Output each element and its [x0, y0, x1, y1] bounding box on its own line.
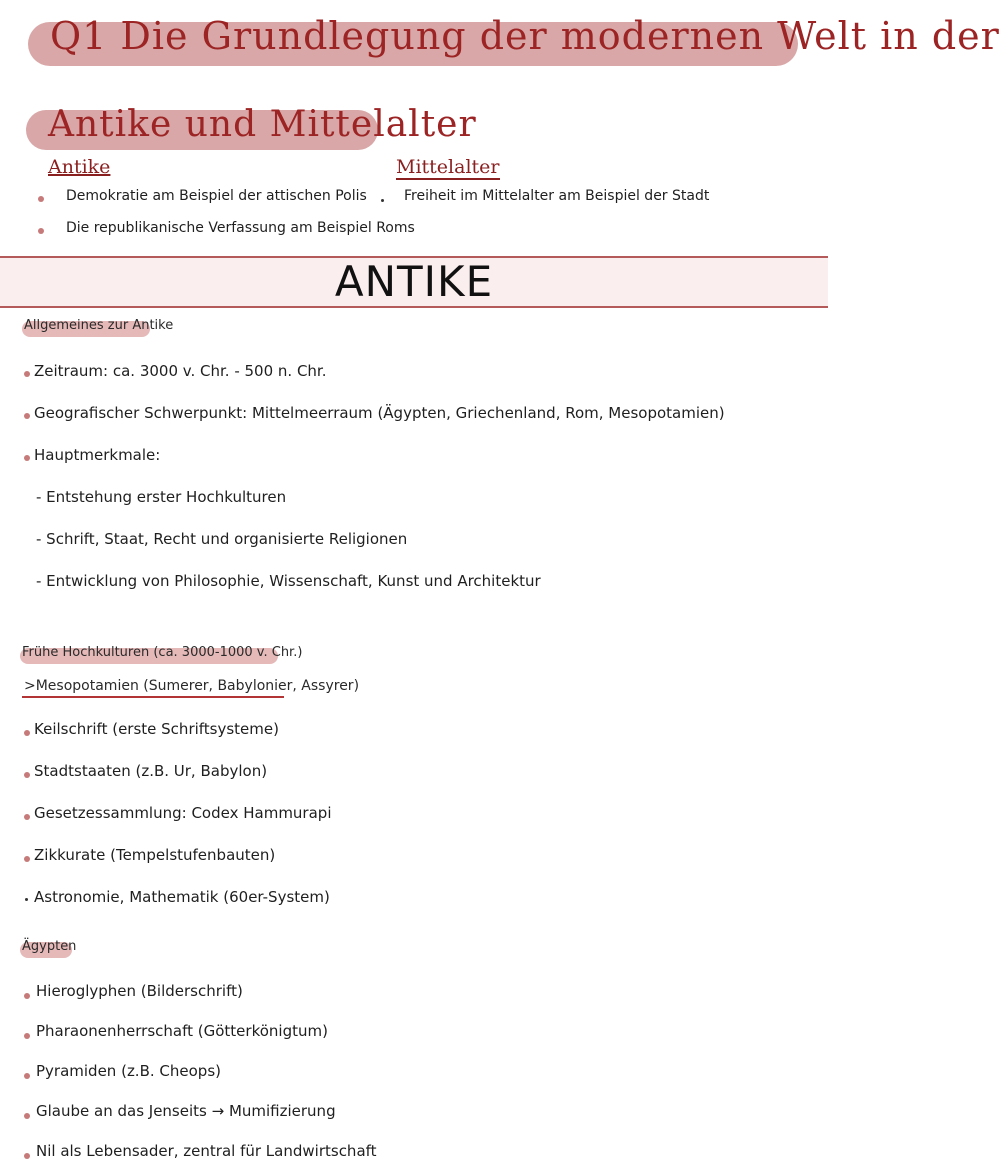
early-item: Astronomie, Mathematik (60er-System)	[34, 888, 330, 906]
egypt-bullet	[24, 1153, 30, 1159]
general-subitem: - Entstehung erster Hochkulturen	[36, 488, 287, 506]
overview-heading-mittelalter: Mittelalter	[396, 156, 500, 178]
general-heading: Allgemeines zur Antike	[24, 318, 174, 333]
general-item: Hauptmerkmale:	[34, 446, 161, 464]
egypt-item: Nil als Lebensader, zentral für Landwirtschaft	[36, 1142, 377, 1160]
overview-bullet	[38, 196, 44, 202]
subheading-underline	[22, 696, 284, 698]
early-bullet	[24, 772, 30, 778]
egypt-item: Pyramiden (z.B. Cheops)	[36, 1062, 221, 1080]
general-subitem: - Entwicklung von Philosophie, Wissenschaft, Kunst und Architektur	[36, 572, 541, 590]
egypt-bullet	[24, 1073, 30, 1079]
early-bullet	[24, 730, 30, 736]
overview-bullet	[38, 228, 44, 234]
egypt-heading: Ägypten	[22, 939, 77, 954]
egypt-item: Pharaonenherrschaft (Götterkönigtum)	[36, 1022, 328, 1040]
overview-item: Freiheit im Mittelalter am Beispiel der Stadt	[404, 188, 710, 204]
early-item: Stadtstaaten (z.B. Ur, Babylon)	[34, 762, 268, 780]
overview-item: Die republikanische Verfassung am Beispiel Roms	[66, 220, 415, 236]
early-bullet	[25, 898, 28, 901]
general-item: Zeitraum: ca. 3000 v. Chr. - 500 n. Chr.	[34, 362, 327, 380]
early-heading: Frühe Hochkulturen (ca. 3000-1000 v. Chr.)	[22, 645, 303, 660]
section-title-antike: ANTIKE	[334, 257, 494, 306]
general-bullet	[24, 455, 30, 461]
overview-heading-antike: Antike	[48, 156, 111, 178]
general-bullet	[24, 371, 30, 377]
early-item: Keilschrift (erste Schriftsysteme)	[34, 720, 279, 738]
early-bullet	[24, 856, 30, 862]
egypt-bullet	[24, 1033, 30, 1039]
early-subheading: >Mesopotamien (Sumerer, Babylonier, Assyrer)	[24, 678, 360, 694]
egypt-item: Hieroglyphen (Bilderschrift)	[36, 982, 243, 1000]
page-title-line-2: Antike und Mittelalter	[48, 104, 477, 145]
egypt-bullet	[24, 993, 30, 999]
egypt-item: Glaube an das Jenseits → Mumifizierung	[36, 1102, 336, 1120]
early-item: Zikkurate (Tempelstufenbauten)	[34, 846, 276, 864]
general-item: Geografischer Schwerpunkt: Mittelmeerraum (Ägypten, Griechenland, Rom, Mesopotamien)	[34, 404, 725, 422]
early-bullet	[24, 814, 30, 820]
egypt-bullet	[24, 1113, 30, 1119]
page-title-line-1: Q1 Die Grundlegung der modernen Welt in der	[50, 14, 1000, 58]
overview-bullet	[381, 199, 384, 202]
general-bullet	[24, 413, 30, 419]
general-subitem: - Schrift, Staat, Recht und organisierte Religionen	[36, 530, 408, 548]
overview-item: Demokratie am Beispiel der attischen Polis	[66, 188, 367, 204]
early-item: Gesetzessammlung: Codex Hammurapi	[34, 804, 332, 822]
